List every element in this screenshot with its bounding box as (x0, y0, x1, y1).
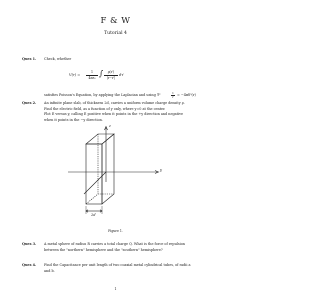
question-4-line-1: Find the Capacitance per unit length of two coaxial metal cylindrical tubes, of radii a (44, 263, 191, 267)
question-3-line-1: A metal sphere of radius R carries a total charge Q. What is the force of repulsion (44, 242, 185, 246)
question-2-line-4: when it points in the −y direction. (44, 117, 103, 122)
axis-z-label: z (109, 124, 111, 128)
question-3-label: Ques 3. (22, 242, 37, 246)
laplacian-result: = −4πδ³(r) (177, 93, 196, 97)
page-number: 1 (114, 287, 117, 291)
equation-frac-num: 1 (90, 70, 94, 74)
question-4-line-2: and b. (44, 268, 55, 273)
slab-hidden-edge-1 (86, 194, 98, 204)
question-4-label: Ques 4. (22, 263, 37, 267)
question-2-line-3: Plot E versus y, calling E positive when it points in the +y direction and negative (44, 112, 184, 116)
question-1-after-text: satisfies Poisson's Equation, by applying the Laplacian and using ∇² (44, 93, 161, 97)
slab-figure (48, 124, 188, 234)
question-1-text: Check, whether (44, 57, 72, 61)
x-axis-line (84, 172, 106, 194)
question-2-label: Ques 2. (22, 101, 37, 105)
equation-lhs: V(r) = (69, 73, 81, 77)
equation-integrand-num: ρ(r′) (107, 70, 115, 74)
laplacian-frac-num: 1 (172, 91, 174, 95)
equation-tail: dτ′ (119, 73, 125, 77)
question-2-line-2: Find the electric field, as a function of y only, where y=0 at the center. (44, 106, 166, 111)
equation-integrand-den: |r−r′| (106, 75, 116, 80)
laplacian-frac-den: r (172, 95, 174, 100)
equation-integral: ∫ (99, 69, 104, 78)
slab-right-face (102, 134, 114, 204)
axis-y-label: y (160, 168, 163, 172)
slab-top-face (86, 134, 114, 144)
thickness-label: 2d (91, 213, 96, 217)
equation-frac-den: 4πε₀ (88, 75, 96, 80)
figure-caption: Figure 1. (108, 229, 123, 233)
slab-front-face (86, 144, 102, 204)
document-title: F & W (100, 16, 131, 26)
question-1-label: Ques 1. (22, 57, 37, 61)
question-3-line-2: between the "northern" hemisphere and the "southern" hemisphere? (44, 247, 163, 252)
question-2-line-1: An infinite plane slab, of thickness 2d, carries a uniform volume charge density ρ. (44, 101, 185, 105)
document-subtitle: Tutorial 4 (104, 31, 127, 36)
